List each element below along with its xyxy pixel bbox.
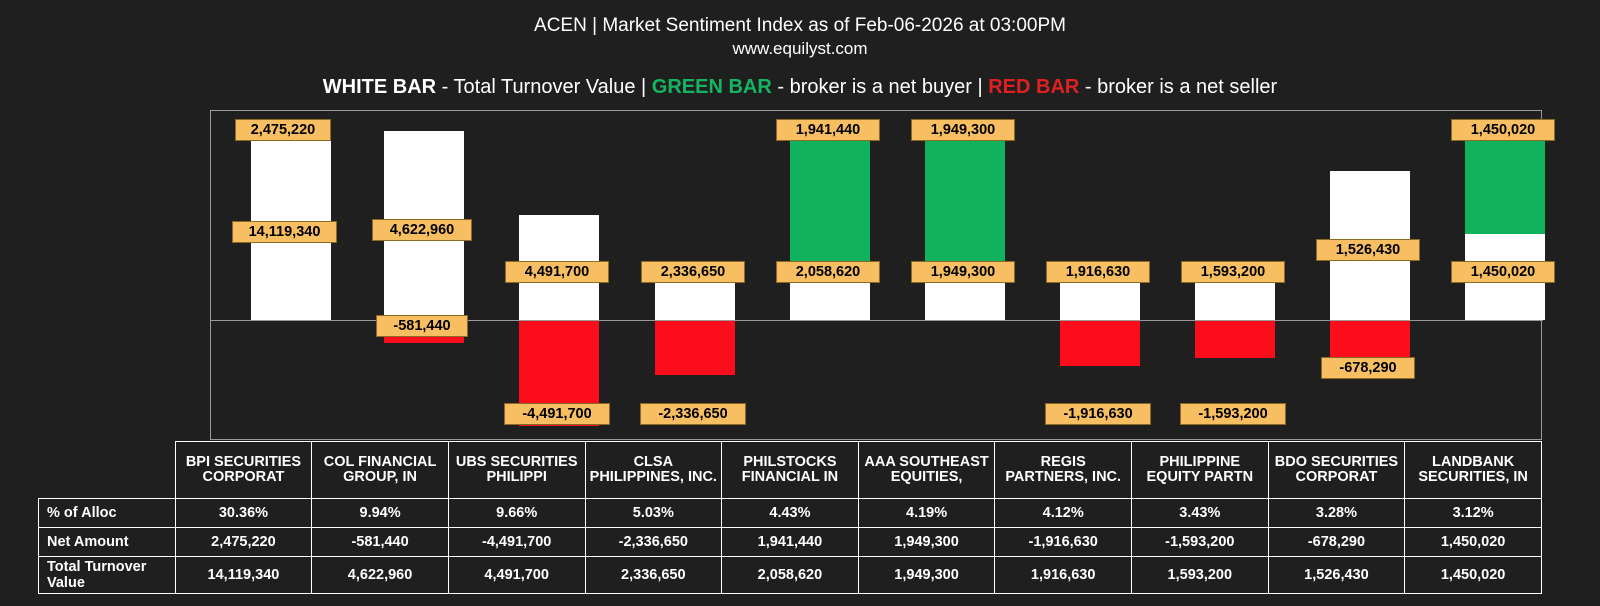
cell-net-amount: 2,475,220 [175, 528, 312, 557]
chart-column-landbank-securities-in [1451, 111, 1559, 441]
net-amount-tag: -581,440 [376, 315, 468, 337]
cell-pct-alloc: 4.43% [722, 499, 859, 528]
column-header-broker: COL FINANCIAL GROUP, IN [312, 442, 449, 499]
cell-pct-alloc: 3.12% [1405, 499, 1542, 528]
cell-pct-alloc: 3.43% [1132, 499, 1269, 528]
column-header-broker: UBS SECURITIES PHILIPPI [448, 442, 585, 499]
cell-net-amount: -581,440 [312, 528, 449, 557]
cell-total-turnover: 1,526,430 [1268, 557, 1405, 594]
cell-net-amount: -1,916,630 [995, 528, 1132, 557]
cell-net-amount: -1,593,200 [1132, 528, 1269, 557]
legend-white-bar-text: - Total Turnover Value | [436, 76, 652, 98]
column-header-broker: PHILSTOCKS FINANCIAL IN [722, 442, 859, 499]
net-bar-negative [655, 321, 735, 375]
page-title: ACEN | Market Sentiment Index as of Feb-06-2026 at 03:00PM [534, 15, 1066, 36]
net-amount-tag: 1,949,300 [911, 119, 1015, 141]
cell-total-turnover: 2,058,620 [722, 557, 859, 594]
cell-pct-alloc: 5.03% [585, 499, 722, 528]
turnover-tag: 2,058,620 [776, 261, 880, 283]
chart-plot-area [210, 110, 1542, 440]
chart-column-regis-partners-inc [1046, 111, 1154, 441]
net-amount-tag: -678,290 [1321, 357, 1415, 379]
data-table [38, 441, 1542, 594]
cell-total-turnover: 4,491,700 [448, 557, 585, 594]
cell-total-turnover: 1,450,020 [1405, 557, 1542, 594]
cell-total-turnover: 4,622,960 [312, 557, 449, 594]
chart-legend [0, 74, 1600, 100]
cell-pct-alloc: 9.66% [448, 499, 585, 528]
table-row [39, 528, 1542, 557]
net-amount-tag: -1,916,630 [1045, 403, 1151, 425]
net-amount-tag: 1,450,020 [1451, 119, 1555, 141]
turnover-tag: 4,491,700 [505, 261, 609, 283]
turnover-tag: 4,622,960 [372, 219, 472, 241]
chart-column-clsa-philippines-inc [641, 111, 749, 441]
net-bar-positive [790, 131, 870, 274]
column-header-broker: AAA SOUTHEAST EQUITIES, [858, 442, 995, 499]
cell-pct-alloc: 3.28% [1268, 499, 1405, 528]
legend-white-bar-label: WHITE BAR [322, 76, 437, 98]
cell-net-amount: -4,491,700 [448, 528, 585, 557]
net-amount-tag: -1,593,200 [1180, 403, 1286, 425]
legend-green-bar-text: - broker is a net buyer | [771, 76, 989, 98]
chart-column-aaa-southeast-equities [911, 111, 1019, 441]
turnover-tag: 1,526,430 [1316, 239, 1420, 261]
net-amount-tag: -4,491,700 [504, 403, 610, 425]
cell-total-turnover: 2,336,650 [585, 557, 722, 594]
cell-net-amount: 1,949,300 [858, 528, 995, 557]
turnover-tag: 14,119,340 [232, 221, 337, 243]
chart-column-bdo-securities-corporat [1316, 111, 1424, 441]
turnover-tag: 1,949,300 [911, 261, 1015, 283]
cell-net-amount: 1,941,440 [722, 528, 859, 557]
column-header-broker: BDO SECURITIES CORPORAT [1268, 442, 1405, 499]
broker-table [38, 441, 1542, 594]
cell-total-turnover: 1,949,300 [858, 557, 995, 594]
net-bar-positive [1465, 131, 1545, 234]
table-row [39, 557, 1542, 594]
cell-net-amount: 1,450,020 [1405, 528, 1542, 557]
turnover-tag: 1,593,200 [1181, 261, 1285, 283]
chart-column-philippine-equity-partn [1181, 111, 1289, 441]
cell-total-turnover: 1,593,200 [1132, 557, 1269, 594]
row-label-pct-alloc: % of Alloc [39, 499, 176, 528]
net-bar-positive [925, 131, 1005, 274]
chart-column-bpi-securities-corporat [237, 111, 345, 441]
net-amount-tag: 2,475,220 [235, 119, 331, 141]
net-amount-tag: 1,941,440 [776, 119, 880, 141]
turnover-tag: 1,450,020 [1451, 261, 1555, 283]
row-label-total-turnover-value: Total Turnover Value [39, 557, 176, 594]
cell-total-turnover: 14,119,340 [175, 557, 312, 594]
cell-net-amount: -2,336,650 [585, 528, 722, 557]
legend-red-bar-label: RED BAR [988, 76, 1080, 98]
cell-net-amount: -678,290 [1268, 528, 1405, 557]
net-amount-tag: -2,336,650 [640, 403, 746, 425]
column-header-broker: LANDBANK SECURITIES, IN [1405, 442, 1542, 499]
column-header-broker: CLSA PHILIPPINES, INC. [585, 442, 722, 499]
cell-pct-alloc: 9.94% [312, 499, 449, 528]
chart-column-col-financial-group-in [370, 111, 478, 441]
row-label-net-amount: Net Amount [39, 528, 176, 557]
table-row [39, 499, 1542, 528]
column-header-broker: BPI SECURITIES CORPORAT [175, 442, 312, 499]
cell-pct-alloc: 30.36% [175, 499, 312, 528]
cell-pct-alloc: 4.19% [858, 499, 995, 528]
column-header-broker: REGIS PARTNERS, INC. [995, 442, 1132, 499]
legend-red-bar-text: - broker is a net seller [1079, 76, 1278, 98]
turnover-tag: 1,916,630 [1046, 261, 1150, 283]
page-subtitle: www.equilyst.com [732, 39, 868, 58]
net-bar-negative [1060, 321, 1140, 366]
cell-total-turnover: 1,916,630 [995, 557, 1132, 594]
turnover-bar [1195, 283, 1275, 320]
column-header-broker: PHILIPPINE EQUITY PARTN [1132, 442, 1269, 499]
cell-pct-alloc: 4.12% [995, 499, 1132, 528]
table-header-row [39, 442, 1542, 499]
chart-title-block [0, 14, 1600, 60]
turnover-tag: 2,336,650 [641, 261, 745, 283]
legend-green-bar-label: GREEN BAR [651, 76, 772, 98]
header-corner-cell [39, 442, 176, 499]
chart-column-philstocks-financial-in [776, 111, 884, 441]
chart-column-ubs-securities-philippi [505, 111, 613, 441]
net-bar-negative [1195, 321, 1275, 358]
